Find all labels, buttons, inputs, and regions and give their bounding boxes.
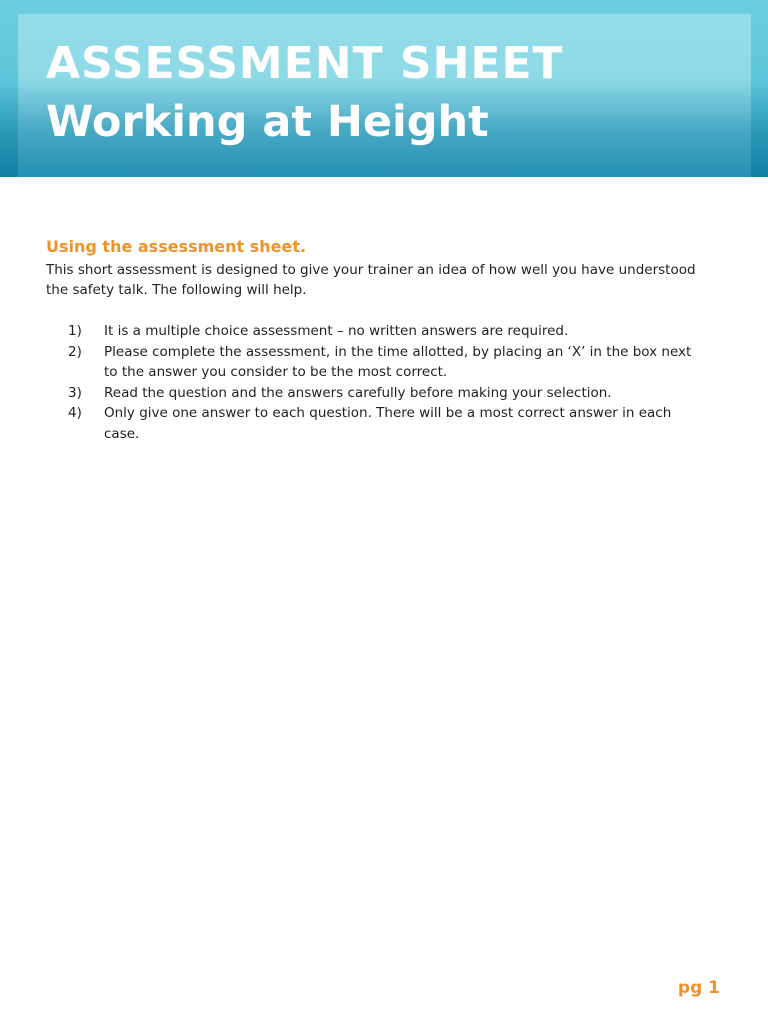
list-item: [46, 321, 696, 342]
page-number: pg 1: [677, 978, 720, 998]
section-heading: Using the assessment sheet.: [46, 237, 307, 256]
instructions-list: [46, 321, 696, 444]
list-item-number: 3): [68, 384, 82, 401]
list-item-number: 2): [68, 343, 82, 360]
list-item-text: It is a multiple choice assessment – no written answers are required.: [104, 323, 569, 339]
list-item-number: 1): [68, 323, 82, 339]
list-item-number: 4): [68, 405, 82, 421]
list-item: [46, 403, 696, 444]
page-subtitle: Working at Height: [46, 97, 489, 147]
list-item: [46, 342, 696, 383]
list-item-text: Only give one answer to each question. There will be a most correct answer in each case.: [104, 405, 672, 442]
list-item: [46, 383, 696, 404]
list-item-text: Please complete the assessment, in the time allotted, by placing an ‘X’ in the box next to the answer you consider to be the most correct.: [104, 343, 692, 380]
list-item-text: Read the question and the answers carefully before making your selection.: [104, 384, 612, 401]
intro-paragraph: This short assessment is designed to give your trainer an idea of how well you have understood the safety talk. The following will help.: [46, 262, 696, 298]
page-title: ASSESSMENT SHEET: [46, 38, 564, 89]
